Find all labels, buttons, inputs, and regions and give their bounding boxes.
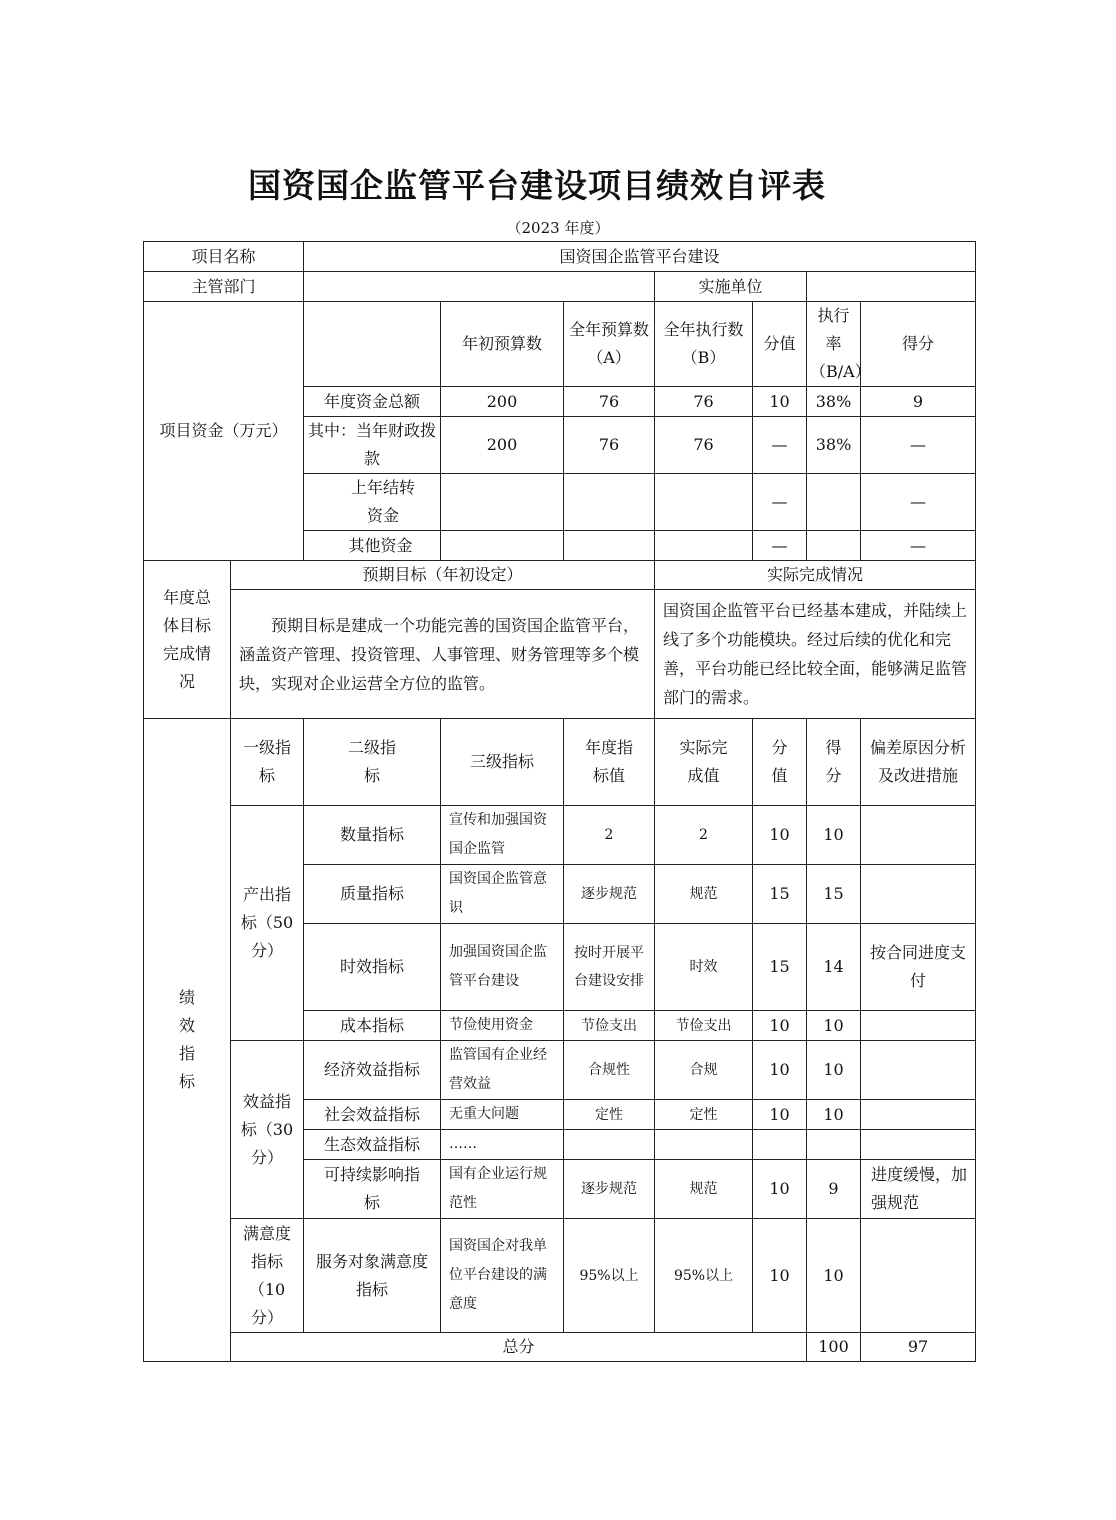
indicator-score: 15 xyxy=(807,865,861,924)
indicator-reason: 进度缓慢，加强规范 xyxy=(861,1160,976,1219)
goal-expected-text: 预期目标是建成一个功能完善的国资国企监管平台，涵盖资产管理、投资管理、人事管理、财务管理等多个模块，实现对企业运营全方位的监管。 xyxy=(231,590,655,719)
indicator-target: 逐步规范 xyxy=(564,1160,655,1219)
indicator-reason xyxy=(861,806,976,865)
indicator-l3: 无重大问题 xyxy=(441,1100,564,1130)
indicator-l2: 服务对象满意度指标 xyxy=(304,1219,441,1333)
indicator-score-value: 10 xyxy=(753,806,807,865)
funds-row-initial xyxy=(441,474,564,531)
funds-row-full: 76 xyxy=(564,387,655,417)
indicators-label: 绩效指标 xyxy=(144,719,231,1362)
indicator-reason xyxy=(861,1041,976,1100)
indicator-score: 10 xyxy=(807,1100,861,1130)
indicator-target: 95%以上 xyxy=(564,1219,655,1333)
funds-header-full: 全年预算数（A） xyxy=(564,302,655,387)
indicator-l3: 节俭使用资金 xyxy=(441,1011,564,1041)
indicator-header-actual: 实际完成值 xyxy=(655,719,753,806)
funds-header-score: 得分 xyxy=(861,302,976,387)
indicator-target: 按时开展平台建设安排 xyxy=(564,924,655,1011)
unit-value xyxy=(807,272,976,302)
evaluation-table xyxy=(143,241,976,1362)
indicator-reason xyxy=(861,1011,976,1041)
indicator-header-level1: 一级指标 xyxy=(231,719,304,806)
funds-row-score: — xyxy=(861,474,976,531)
indicator-score-value: 10 xyxy=(753,1219,807,1333)
indicator-l2: 可持续影响指标 xyxy=(304,1160,441,1219)
funds-header-row xyxy=(144,302,976,387)
funds-header-initial: 年初预算数 xyxy=(441,302,564,387)
indicator-l3: …… xyxy=(441,1130,564,1160)
indicator-actual: 定性 xyxy=(655,1100,753,1130)
indicator-score-value: 10 xyxy=(753,1041,807,1100)
goal-label: 年度总体目标完成情况 xyxy=(144,561,231,719)
indicator-header-score: 得分 xyxy=(807,719,861,806)
funds-row-initial xyxy=(441,531,564,561)
indicator-actual: 2 xyxy=(655,806,753,865)
indicator-target: 逐步规范 xyxy=(564,865,655,924)
funds-row-rate xyxy=(807,531,861,561)
indicator-reason xyxy=(861,865,976,924)
project-name-row xyxy=(144,242,976,272)
funds-header-score-value: 分值 xyxy=(753,302,807,387)
funds-row-score: 9 xyxy=(861,387,976,417)
indicator-l3: 国有企业运行规范性 xyxy=(441,1160,564,1219)
group-benefit-label: 效益指标（30分） xyxy=(231,1041,304,1219)
funds-row-initial: 200 xyxy=(441,387,564,417)
indicator-score-value xyxy=(753,1130,807,1160)
funds-row-exec: 76 xyxy=(655,417,753,474)
indicator-actual: 合规 xyxy=(655,1041,753,1100)
indicator-target: 合规性 xyxy=(564,1041,655,1100)
funds-row-rate: 38% xyxy=(807,387,861,417)
indicator-row xyxy=(144,1219,976,1333)
indicator-target: 2 xyxy=(564,806,655,865)
project-name-label: 项目名称 xyxy=(144,242,304,272)
funds-row-score-value: — xyxy=(753,474,807,531)
funds-header-exec: 全年执行数（B） xyxy=(655,302,753,387)
dept-row xyxy=(144,272,976,302)
indicator-score: 9 xyxy=(807,1160,861,1219)
indicator-target: 节俭支出 xyxy=(564,1011,655,1041)
indicator-l2: 成本指标 xyxy=(304,1011,441,1041)
indicator-header-row xyxy=(144,719,976,806)
goal-content-row xyxy=(144,590,976,719)
indicator-l2: 质量指标 xyxy=(304,865,441,924)
unit-label: 实施单位 xyxy=(655,272,807,302)
indicator-actual: 规范 xyxy=(655,1160,753,1219)
goal-actual-text: 国资国企监管平台已经基本建成，并陆续上线了多个功能模块。经过后续的优化和完善，平台功能已经比较全面，能够满足监管部门的需求。 xyxy=(655,590,976,719)
indicator-row xyxy=(144,806,976,865)
indicator-l3: 国资国企监管意识 xyxy=(441,865,564,924)
funds-row-full: 76 xyxy=(564,417,655,474)
project-name-value: 国资国企监管平台建设 xyxy=(304,242,976,272)
indicator-l2: 时效指标 xyxy=(304,924,441,1011)
indicator-score-value: 10 xyxy=(753,1160,807,1219)
funds-header-rate: 执行率（B/A） xyxy=(807,302,861,387)
funds-row-name: 其他资金 xyxy=(304,531,441,561)
indicator-header-level3: 三级指标 xyxy=(441,719,564,806)
indicator-score: 10 xyxy=(807,1219,861,1333)
indicator-reason xyxy=(861,1130,976,1160)
indicator-actual: 规范 xyxy=(655,865,753,924)
indicator-score xyxy=(807,1130,861,1160)
funds-row-exec: 76 xyxy=(655,387,753,417)
indicator-score-value: 15 xyxy=(753,865,807,924)
indicator-l2: 社会效益指标 xyxy=(304,1100,441,1130)
dept-value xyxy=(304,272,655,302)
indicator-score: 10 xyxy=(807,806,861,865)
funds-row-score-value: — xyxy=(753,531,807,561)
indicator-score-value: 10 xyxy=(753,1100,807,1130)
indicator-reason: 按合同进度支付 xyxy=(861,924,976,1011)
funds-label: 项目资金（万元） xyxy=(144,302,304,561)
indicator-l3: 国资国企对我单位平台建设的满意度 xyxy=(441,1219,564,1333)
funds-row-exec xyxy=(655,531,753,561)
indicator-header-reason: 偏差原因分析及改进措施 xyxy=(861,719,976,806)
indicator-reason xyxy=(861,1219,976,1333)
indicator-l2: 数量指标 xyxy=(304,806,441,865)
funds-row-name: 年度资金总额 xyxy=(304,387,441,417)
indicator-score: 14 xyxy=(807,924,861,1011)
funds-row-name: 上年结转资金 xyxy=(304,474,441,531)
indicator-score-value: 10 xyxy=(753,1011,807,1041)
total-row xyxy=(144,1333,976,1362)
indicator-l2: 生态效益指标 xyxy=(304,1130,441,1160)
indicator-header-target: 年度指标值 xyxy=(564,719,655,806)
funds-row-score-value: 10 xyxy=(753,387,807,417)
indicator-actual: 95%以上 xyxy=(655,1219,753,1333)
indicator-l3: 加强国资国企监管平台建设 xyxy=(441,924,564,1011)
group-satisfaction-label: 满意度指标（10分） xyxy=(231,1219,304,1333)
indicator-l2: 经济效益指标 xyxy=(304,1041,441,1100)
indicator-row xyxy=(144,1041,976,1100)
goal-expected-header: 预期目标（年初设定） xyxy=(231,561,655,590)
total-label: 总分 xyxy=(231,1333,807,1362)
funds-row-score: — xyxy=(861,531,976,561)
funds-row-rate: 38% xyxy=(807,417,861,474)
indicator-header-level2: 二级指标 xyxy=(304,719,441,806)
indicator-actual: 时效 xyxy=(655,924,753,1011)
indicator-score: 10 xyxy=(807,1041,861,1100)
funds-row-score-value: — xyxy=(753,417,807,474)
funds-header-blank xyxy=(304,302,441,387)
total-score-value: 100 xyxy=(807,1333,861,1362)
indicator-target: 定性 xyxy=(564,1100,655,1130)
indicator-header-score-value: 分值 xyxy=(753,719,807,806)
indicator-score: 10 xyxy=(807,1011,861,1041)
funds-row-rate xyxy=(807,474,861,531)
goal-actual-header: 实际完成情况 xyxy=(655,561,976,590)
year-subtitle: （2023 年度） xyxy=(506,219,610,237)
page-title: 国资国企监管平台建设项目绩效自评表 xyxy=(248,166,826,205)
indicator-reason xyxy=(861,1100,976,1130)
funds-row-full xyxy=(564,531,655,561)
goal-header-row xyxy=(144,561,976,590)
funds-row-score: — xyxy=(861,417,976,474)
group-output-label: 产出指标（50分） xyxy=(231,806,304,1041)
indicator-l3: 监管国有企业经营效益 xyxy=(441,1041,564,1100)
indicator-score-value: 15 xyxy=(753,924,807,1011)
funds-row-name: 其中：当年财政拨款 xyxy=(304,417,441,474)
indicator-actual: 节俭支出 xyxy=(655,1011,753,1041)
total-score: 97 xyxy=(861,1333,976,1362)
funds-row-initial: 200 xyxy=(441,417,564,474)
indicator-l3: 宣传和加强国资国企监管 xyxy=(441,806,564,865)
indicator-target xyxy=(564,1130,655,1160)
dept-label: 主管部门 xyxy=(144,272,304,302)
funds-row-full xyxy=(564,474,655,531)
funds-row-exec xyxy=(655,474,753,531)
indicator-actual xyxy=(655,1130,753,1160)
